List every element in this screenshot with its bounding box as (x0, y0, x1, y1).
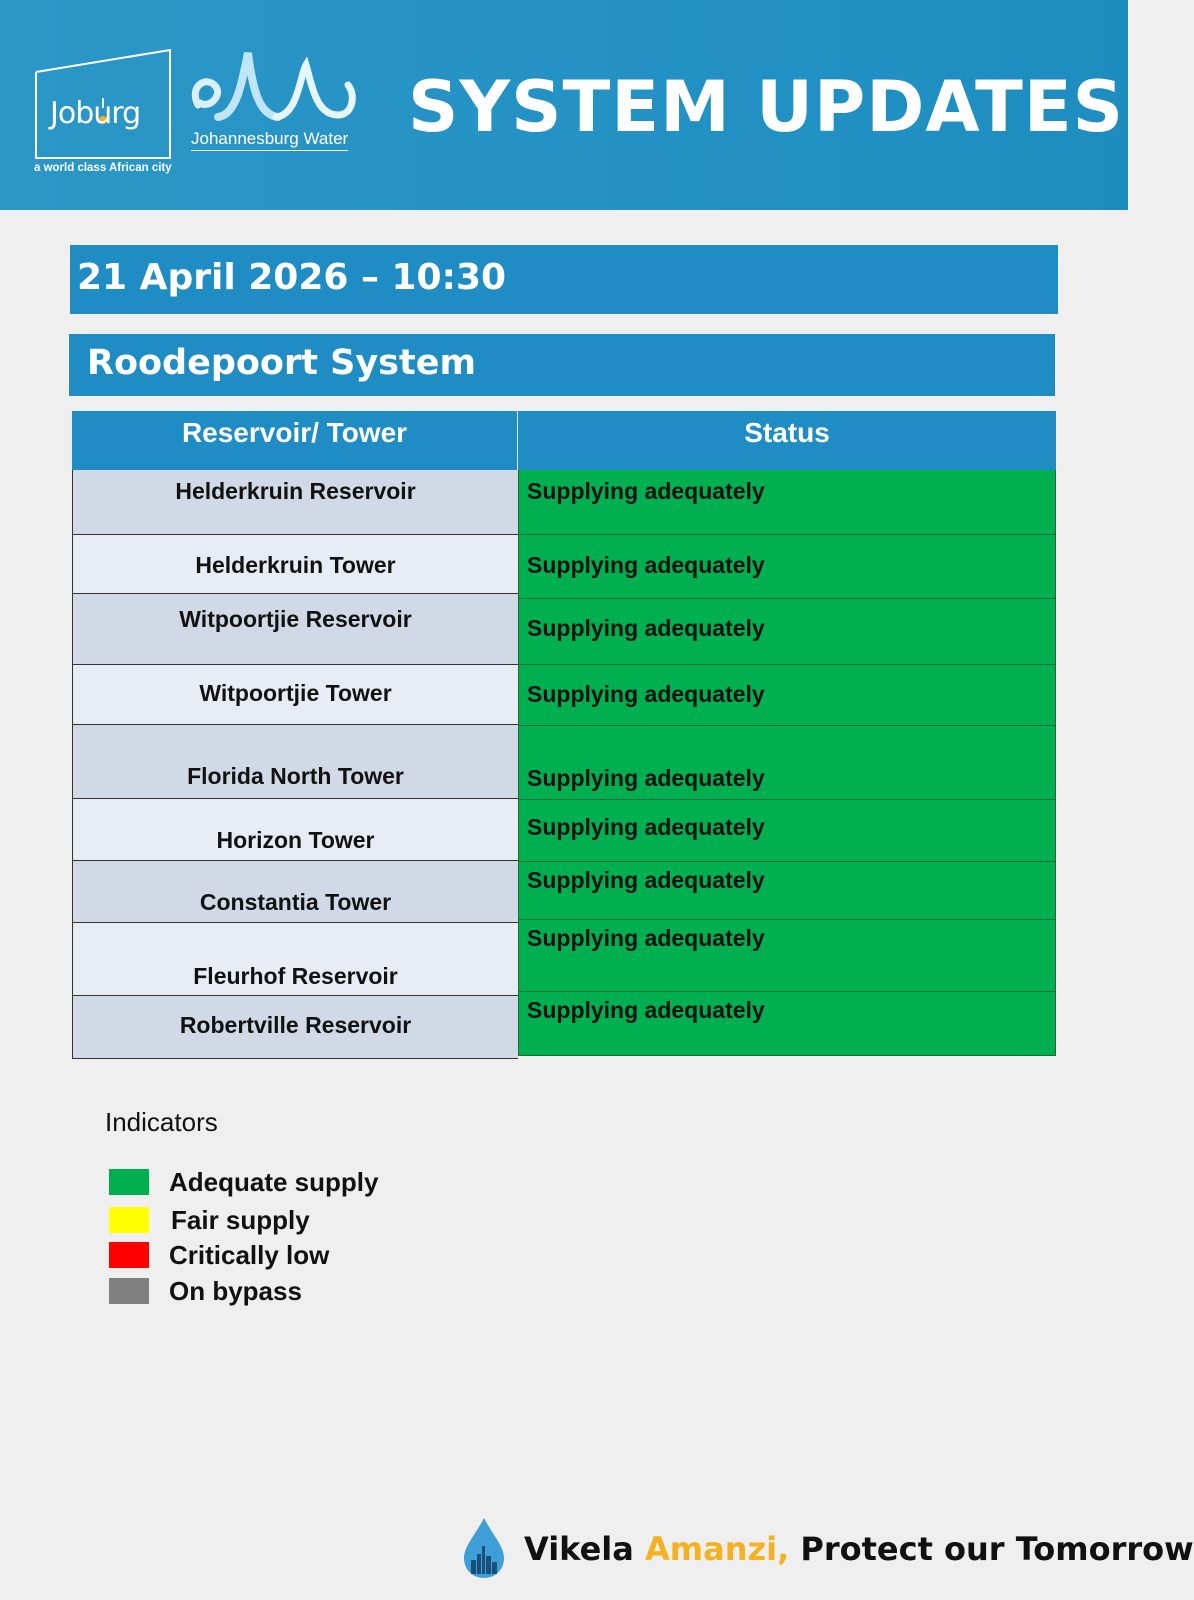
water-wave-icon (188, 45, 363, 127)
reservoir-name: Constantia Tower (199, 889, 392, 915)
update-datetime: 21 April 2026 – 10:30 (77, 257, 507, 298)
johannesburg-water-logo (188, 45, 368, 155)
table-row-name (72, 535, 518, 594)
status-text: Supplying adequately (527, 615, 765, 641)
table-row-status (518, 800, 1056, 862)
johannesburg-water-text: Johannesburg Water (191, 129, 348, 151)
table-row-status (518, 920, 1056, 992)
legend-item (109, 1169, 429, 1199)
column-header-status: Status (744, 417, 830, 448)
table-row-name (72, 665, 518, 725)
table-row-name (72, 923, 518, 996)
table-header (72, 411, 1056, 470)
table-row-name (72, 799, 518, 861)
legend-swatch-yellow (109, 1207, 149, 1233)
reservoir-name: Fleurhof Reservoir (193, 963, 398, 989)
reservoir-name: Witpoortjie Tower (199, 680, 392, 706)
legend-swatch-green (109, 1169, 149, 1195)
joburg-logo-text: Joburg (50, 96, 141, 131)
status-text: Supplying adequately (527, 814, 765, 840)
legend-swatch-red (109, 1242, 149, 1268)
table-row-status (518, 535, 1056, 599)
reservoir-name: Helderkruin Reservoir (175, 478, 416, 504)
reservoir-name: Horizon Tower (216, 827, 375, 853)
table-row-status (518, 726, 1056, 800)
table-row-name (72, 594, 518, 665)
joburg-logo (32, 48, 182, 183)
slogan-part1: Vikela (524, 1530, 645, 1568)
legend-label: Adequate supply (169, 1167, 379, 1197)
legend-swatch-grey (109, 1278, 149, 1304)
table-row-name (72, 725, 518, 799)
table-row-status (518, 862, 1056, 920)
column-header-reservoir: Reservoir/ Tower (72, 411, 518, 470)
legend-item (109, 1242, 429, 1272)
legend-item (109, 1278, 429, 1308)
update-datetime-bar (70, 245, 1058, 314)
table-row-status (518, 992, 1056, 1056)
legend-label: On bypass (169, 1276, 302, 1306)
slogan-accent: Amanzi, (645, 1530, 790, 1568)
header-banner (0, 0, 1128, 210)
reservoir-name: Witpoortjie Reservoir (179, 606, 412, 632)
table-row-status (518, 599, 1056, 665)
table-row-name (72, 996, 518, 1059)
table-row-name (72, 470, 518, 535)
status-text: Supplying adequately (527, 925, 765, 951)
table-row-status (518, 665, 1056, 726)
legend-label: Fair supply (171, 1205, 310, 1235)
table-row-status (518, 470, 1056, 535)
status-text: Supplying adequately (527, 681, 765, 707)
status-text: Supplying adequately (527, 552, 765, 578)
legend-label: Critically low (169, 1240, 330, 1270)
legend-item (109, 1207, 429, 1237)
status-text: Supplying adequately (527, 765, 765, 791)
system-name: Roodepoort System (87, 343, 476, 383)
joburg-tagline: a world class African city (34, 162, 172, 174)
footer-slogan (460, 1516, 1194, 1586)
status-text: Supplying adequately (527, 867, 765, 893)
indicators-title: Indicators (105, 1107, 218, 1137)
table-row-name (72, 861, 518, 923)
slogan-text (524, 1530, 1194, 1568)
reservoir-name: Florida North Tower (187, 763, 404, 789)
system-name-bar (69, 334, 1055, 396)
water-drop-icon (462, 1516, 506, 1580)
page-title: SYSTEM UPDATES (408, 66, 1125, 148)
reservoir-name: Robertville Reservoir (179, 1012, 412, 1038)
status-text: Supplying adequately (527, 478, 765, 504)
slogan-part2: Protect our Tomorrow (789, 1530, 1194, 1568)
status-text: Supplying adequately (527, 997, 765, 1023)
reservoir-name: Helderkruin Tower (195, 552, 396, 578)
